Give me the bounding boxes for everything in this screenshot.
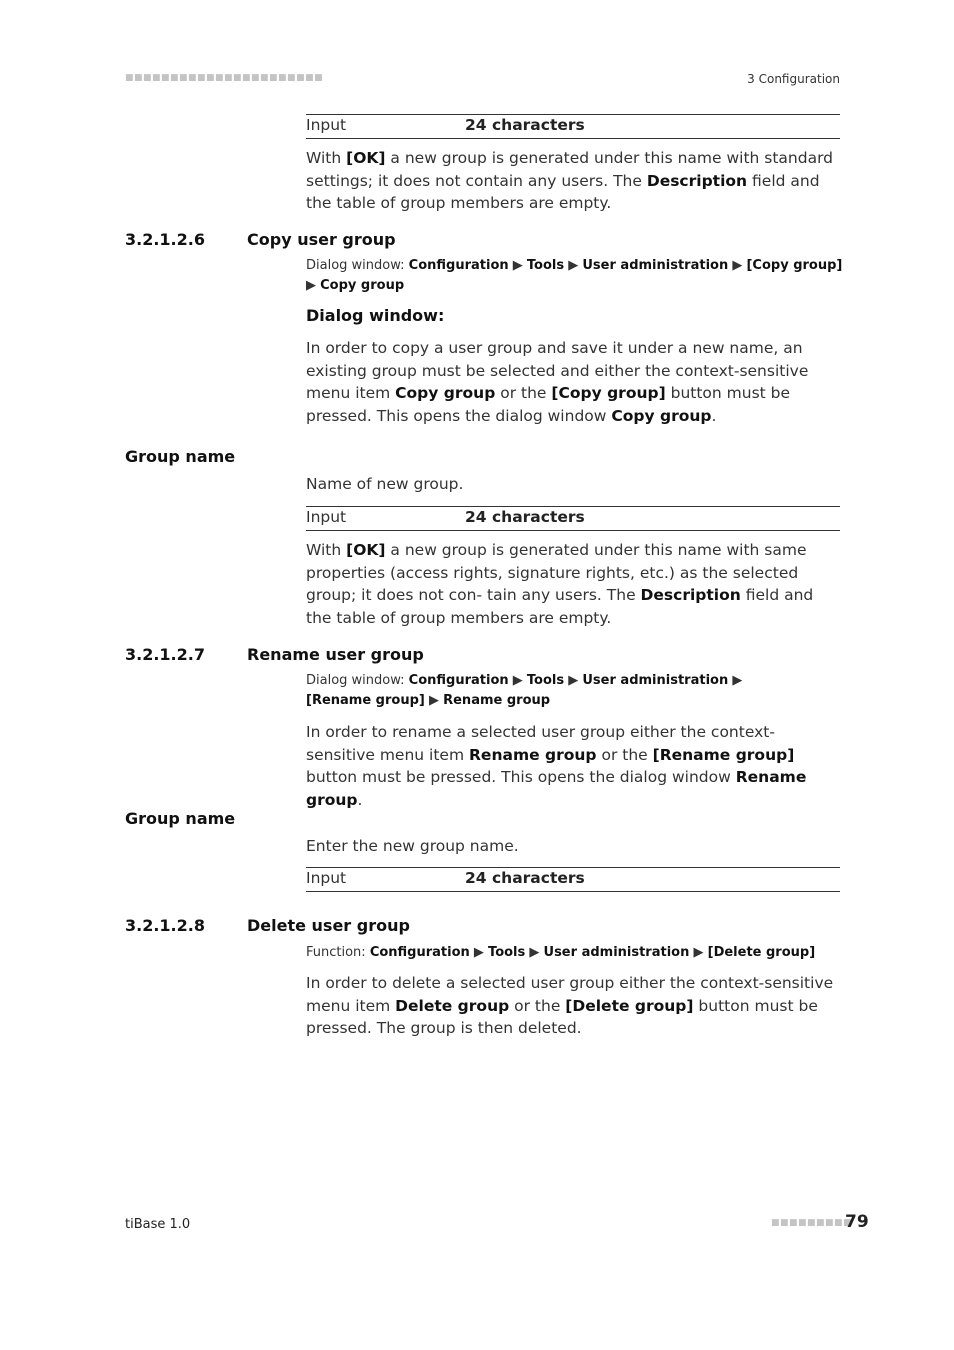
table-value: 24 characters — [465, 869, 585, 887]
input-table — [306, 867, 840, 892]
field-description: Name of new group. — [306, 475, 464, 493]
table-key: Input — [306, 869, 347, 887]
paragraph: In order to copy a user group and save it under a new name, an existing group must be selected and either the context-sensitive menu item Copy group or the [Copy group] button must be pressed. This opens the dialog window Copy group. — [306, 339, 809, 425]
table-value: 24 characters — [465, 508, 585, 526]
footer-product: tiBase 1.0 — [125, 1217, 191, 1232]
paragraph: In order to rename a selected user group either the context-sensitive menu item Rename group or the [Rename group] button must be pressed. This opens the dialog window Rename group. — [306, 723, 807, 809]
section-number: 3.2.1.2.7 — [125, 645, 205, 664]
section-title: Delete user group — [247, 916, 410, 935]
paragraph: With [OK] a new group is generated under this name with same properties (access rights, signature rights, etc.) as the selected group; it does not con- tain any users. The Description field and the table of group members are empty. — [306, 541, 814, 627]
field-label: Group name — [125, 809, 236, 828]
section-title: Rename user group — [247, 645, 424, 664]
field-label: Group name — [125, 447, 236, 466]
field-description: Enter the new group name. — [306, 837, 519, 855]
header-decoration: ■■■■■■■■■■■■■■■■■■■■■■ — [125, 73, 324, 83]
section-title: Copy user group — [247, 230, 396, 249]
table-key: Input — [306, 508, 347, 526]
footer-decoration: ■■■■■■■■■ — [771, 1218, 853, 1228]
running-header: 3 Configuration — [747, 72, 840, 86]
paragraph: In order to delete a selected user group either the context-sensitive menu item Delete group or the [Delete group] button must be pressed. The group is then deleted. — [306, 974, 834, 1038]
menu-path: Function: Configuration ▶ Tools ▶ User administration ▶ [Delete group] — [306, 945, 816, 960]
input-table — [306, 506, 840, 531]
subheading: Dialog window: — [306, 306, 445, 325]
paragraph: With [OK] a new group is generated under this name with standard settings; it does not contain any users. The Description field and the table of group members are empty. — [306, 149, 834, 213]
table-key: Input — [306, 116, 347, 134]
section-number: 3.2.1.2.6 — [125, 230, 205, 249]
page-number: 79 — [845, 1212, 869, 1232]
section-number: 3.2.1.2.8 — [125, 916, 205, 935]
menu-path: Dialog window: Configuration ▶ Tools ▶ User administration ▶ [Copy group] ▶ Copy group — [306, 258, 843, 293]
table-value: 24 characters — [465, 116, 585, 134]
menu-path: Dialog window: Configuration ▶ Tools ▶ User administration ▶ [Rename group] ▶ Rename group — [306, 673, 743, 708]
input-table — [306, 114, 840, 139]
